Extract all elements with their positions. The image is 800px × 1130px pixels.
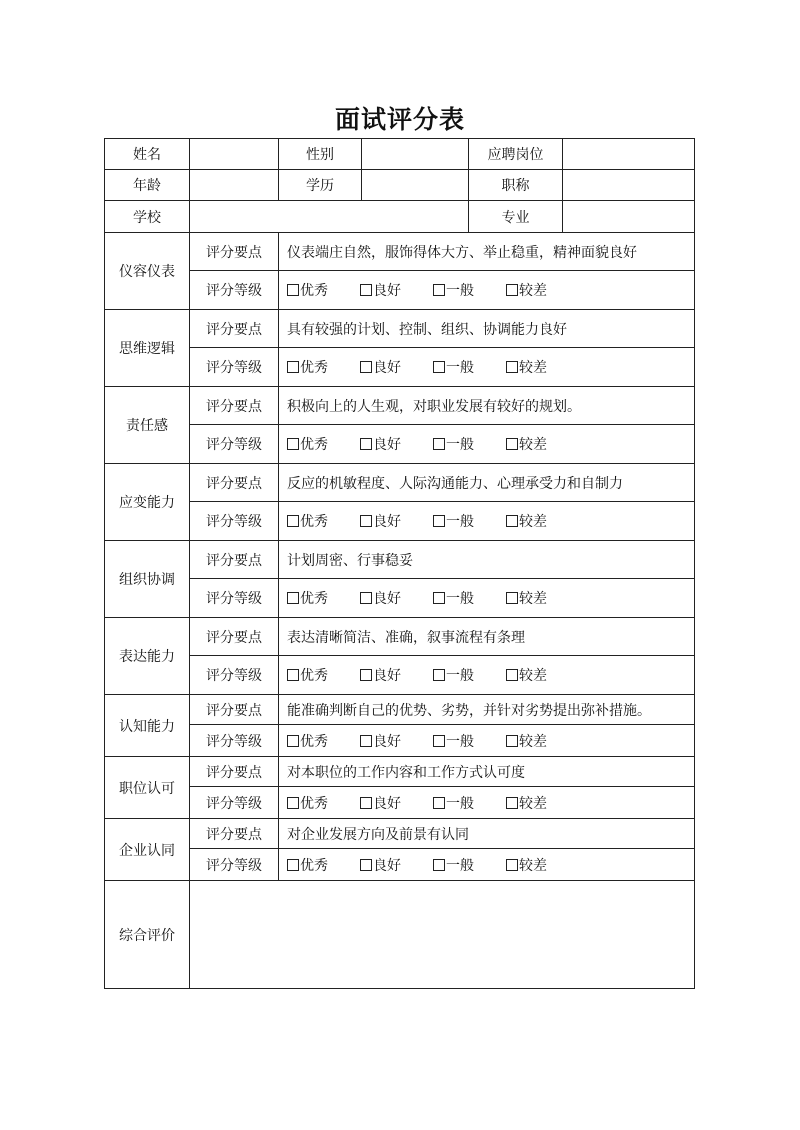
summary-row <box>105 881 695 989</box>
grade-options <box>279 502 695 541</box>
grade-option[interactable] <box>433 357 506 377</box>
checkbox-icon[interactable] <box>287 361 299 373</box>
grade-option-label: 优秀 <box>300 733 328 750</box>
grade-option-label: 较差 <box>519 668 547 684</box>
criterion-points-row <box>105 541 695 579</box>
points-label: 评分要点 <box>190 618 279 656</box>
criterion-point: 计划周密、行事稳妥 <box>279 541 695 579</box>
grade-option-label: 一般 <box>446 360 474 376</box>
checkbox-icon[interactable] <box>433 797 445 809</box>
checkbox-icon[interactable] <box>506 515 518 527</box>
criterion-point: 表达清晰简洁、准确，叙事流程有条理 <box>279 618 695 656</box>
criterion-point: 具有较强的计划、控制、组织、协调能力良好 <box>279 310 695 348</box>
grade-label: 评分等级 <box>190 849 279 881</box>
grade-option[interactable] <box>506 588 579 608</box>
checkbox-icon[interactable] <box>506 284 518 296</box>
grade-option[interactable] <box>287 434 360 454</box>
checkbox-icon[interactable] <box>360 735 372 747</box>
checkbox-icon[interactable] <box>287 669 299 681</box>
grade-options <box>279 725 695 757</box>
criterion-grade-row <box>105 425 695 464</box>
grade-option[interactable] <box>433 511 506 531</box>
criterion-point: 对企业发展方向及前景有认同 <box>279 819 695 849</box>
grade-option-label: 优秀 <box>300 360 328 376</box>
grade-option-label: 一般 <box>446 437 474 453</box>
summary-label: 综合评价 <box>105 881 190 989</box>
grade-option-label: 一般 <box>446 514 474 530</box>
checkbox-icon[interactable] <box>506 735 518 747</box>
grade-option-label: 优秀 <box>300 283 328 299</box>
age-field[interactable] <box>190 170 279 201</box>
grade-option-label: 一般 <box>446 795 474 812</box>
points-label: 评分要点 <box>190 541 279 579</box>
grade-option[interactable] <box>433 588 506 608</box>
criterion-grade-row <box>105 271 695 310</box>
position-label: 应聘岗位 <box>469 139 563 170</box>
checkbox-icon[interactable] <box>287 438 299 450</box>
grade-option-label: 较差 <box>519 857 547 874</box>
criterion-name: 仪容仪表 <box>105 233 190 310</box>
grade-label: 评分等级 <box>190 502 279 541</box>
checkbox-icon[interactable] <box>433 284 445 296</box>
criterion-point: 对本职位的工作内容和工作方式认可度 <box>279 757 695 787</box>
grade-option-label: 较差 <box>519 283 547 299</box>
checkbox-icon[interactable] <box>360 515 372 527</box>
page-title: 面试评分表 <box>334 105 465 134</box>
checkbox-icon[interactable] <box>360 284 372 296</box>
checkbox-icon[interactable] <box>287 515 299 527</box>
points-label: 评分要点 <box>190 464 279 502</box>
grade-option[interactable] <box>433 793 506 813</box>
age-label: 年龄 <box>105 170 190 201</box>
checkbox-icon[interactable] <box>433 361 445 373</box>
grade-option-label: 优秀 <box>300 668 328 684</box>
grade-option[interactable] <box>506 434 579 454</box>
grade-option-label: 良好 <box>373 795 401 812</box>
grade-option[interactable] <box>506 793 579 813</box>
criterion-name: 企业认同 <box>105 819 190 881</box>
position-field[interactable] <box>563 139 695 170</box>
grade-option[interactable] <box>506 511 579 531</box>
grade-option-label: 良好 <box>373 857 401 874</box>
grade-option[interactable] <box>287 855 360 875</box>
criterion-point: 能准确判断自己的优势、劣势，并针对劣势提出弥补措施。 <box>279 695 695 725</box>
criterion-points-row <box>105 757 695 787</box>
grade-option[interactable] <box>360 855 433 875</box>
education-label: 学历 <box>279 170 362 201</box>
grade-option-label: 一般 <box>446 668 474 684</box>
school-label: 学校 <box>105 201 190 233</box>
grade-options <box>279 579 695 618</box>
grade-option-label: 良好 <box>373 283 401 299</box>
grade-label: 评分等级 <box>190 425 279 464</box>
checkbox-icon[interactable] <box>287 735 299 747</box>
criterion-name: 职位认可 <box>105 757 190 819</box>
grade-option[interactable] <box>360 357 433 377</box>
grade-option-label: 优秀 <box>300 795 328 812</box>
criterion-grade-row <box>105 849 695 881</box>
grade-options <box>279 849 695 881</box>
grade-option[interactable] <box>360 511 433 531</box>
grade-option-label: 较差 <box>519 591 547 607</box>
criterion-name: 组织协调 <box>105 541 190 618</box>
criterion-point: 仪表端庄自然，服饰得体大方、举止稳重，精神面貌良好 <box>279 233 695 271</box>
checkbox-icon[interactable] <box>433 859 445 871</box>
grade-options <box>279 348 695 387</box>
grade-options <box>279 271 695 310</box>
checkbox-icon[interactable] <box>287 859 299 871</box>
grade-option[interactable] <box>506 357 579 377</box>
checkbox-icon[interactable] <box>506 438 518 450</box>
grade-option-label: 良好 <box>373 733 401 750</box>
grade-option[interactable] <box>287 588 360 608</box>
grade-option[interactable] <box>360 793 433 813</box>
summary-field[interactable] <box>190 881 695 989</box>
criterion-name: 思维逻辑 <box>105 310 190 387</box>
criterion-grade-row <box>105 787 695 819</box>
criterion-grade-row <box>105 348 695 387</box>
major-label: 专业 <box>469 201 563 233</box>
checkbox-icon[interactable] <box>506 669 518 681</box>
grade-option-label: 优秀 <box>300 514 328 530</box>
points-label: 评分要点 <box>190 695 279 725</box>
criterion-grade-row <box>105 656 695 695</box>
title-field[interactable] <box>563 170 695 201</box>
score-table <box>104 138 695 989</box>
checkbox-icon[interactable] <box>360 669 372 681</box>
grade-option[interactable] <box>433 434 506 454</box>
grade-option-label: 较差 <box>519 360 547 376</box>
grade-label: 评分等级 <box>190 725 279 757</box>
criterion-grade-row <box>105 725 695 757</box>
grade-option[interactable] <box>360 731 433 751</box>
grade-option[interactable] <box>360 588 433 608</box>
grade-option-label: 良好 <box>373 668 401 684</box>
criterion-point: 积极向上的人生观，对职业发展有较好的规划。 <box>279 387 695 425</box>
criterion-points-row <box>105 618 695 656</box>
criterion-points-row <box>105 387 695 425</box>
checkbox-icon[interactable] <box>433 592 445 604</box>
criterion-point: 反应的机敏程度、人际沟通能力、心理承受力和自制力 <box>279 464 695 502</box>
grade-option-label: 良好 <box>373 591 401 607</box>
grade-option[interactable] <box>360 434 433 454</box>
checkbox-icon[interactable] <box>506 361 518 373</box>
grade-option-label: 较差 <box>519 795 547 812</box>
points-label: 评分要点 <box>190 387 279 425</box>
checkbox-icon[interactable] <box>506 797 518 809</box>
name-label: 姓名 <box>105 139 190 170</box>
grade-option[interactable] <box>433 855 506 875</box>
criterion-points-row <box>105 310 695 348</box>
grade-option-label: 一般 <box>446 283 474 299</box>
points-label: 评分要点 <box>190 819 279 849</box>
gender-field[interactable] <box>362 139 469 170</box>
grade-option[interactable] <box>433 665 506 685</box>
grade-options <box>279 656 695 695</box>
criterion-points-row <box>105 233 695 271</box>
grade-option-label: 一般 <box>446 591 474 607</box>
grade-label: 评分等级 <box>190 787 279 819</box>
grade-option-label: 优秀 <box>300 591 328 607</box>
checkbox-icon[interactable] <box>360 438 372 450</box>
checkbox-icon[interactable] <box>360 361 372 373</box>
grade-label: 评分等级 <box>190 656 279 695</box>
grade-option-label: 较差 <box>519 514 547 530</box>
grade-option-label: 良好 <box>373 437 401 453</box>
school-field[interactable] <box>190 201 469 233</box>
grade-options <box>279 425 695 464</box>
grade-option[interactable] <box>433 731 506 751</box>
grade-label: 评分等级 <box>190 271 279 310</box>
grade-option[interactable] <box>287 731 360 751</box>
grade-option-label: 一般 <box>446 733 474 750</box>
grade-options <box>279 787 695 819</box>
grade-option[interactable] <box>360 280 433 300</box>
info-row-1 <box>105 139 695 170</box>
criterion-points-row <box>105 819 695 849</box>
checkbox-icon[interactable] <box>287 797 299 809</box>
name-field[interactable] <box>190 139 279 170</box>
criterion-name: 应变能力 <box>105 464 190 541</box>
grade-option-label: 一般 <box>446 857 474 874</box>
grade-option[interactable] <box>287 793 360 813</box>
checkbox-icon[interactable] <box>433 438 445 450</box>
criterion-name: 表达能力 <box>105 618 190 695</box>
criterion-points-row <box>105 695 695 725</box>
education-field[interactable] <box>362 170 469 201</box>
grade-label: 评分等级 <box>190 348 279 387</box>
points-label: 评分要点 <box>190 310 279 348</box>
grade-option[interactable] <box>433 280 506 300</box>
checkbox-icon[interactable] <box>433 669 445 681</box>
checkbox-icon[interactable] <box>360 592 372 604</box>
checkbox-icon[interactable] <box>433 515 445 527</box>
checkbox-icon[interactable] <box>360 859 372 871</box>
grade-label: 评分等级 <box>190 579 279 618</box>
grade-option-label: 较差 <box>519 437 547 453</box>
grade-option-label: 良好 <box>373 360 401 376</box>
grade-option[interactable] <box>506 731 579 751</box>
checkbox-icon[interactable] <box>287 592 299 604</box>
grade-option-label: 优秀 <box>300 857 328 874</box>
criterion-name: 认知能力 <box>105 695 190 757</box>
grade-option[interactable] <box>506 280 579 300</box>
points-label: 评分要点 <box>190 233 279 271</box>
grade-option-label: 较差 <box>519 733 547 750</box>
title-label: 职称 <box>469 170 563 201</box>
grade-option-label: 优秀 <box>300 437 328 453</box>
checkbox-icon[interactable] <box>433 735 445 747</box>
info-row-3 <box>105 201 695 233</box>
criterion-name: 责任感 <box>105 387 190 464</box>
grade-option[interactable] <box>506 855 579 875</box>
gender-label: 性别 <box>279 139 362 170</box>
grade-option[interactable] <box>287 665 360 685</box>
checkbox-icon[interactable] <box>287 284 299 296</box>
grade-option[interactable] <box>287 280 360 300</box>
checkbox-icon[interactable] <box>506 592 518 604</box>
criterion-points-row <box>105 464 695 502</box>
grade-option[interactable] <box>360 665 433 685</box>
points-label: 评分要点 <box>190 757 279 787</box>
criterion-grade-row <box>105 579 695 618</box>
grade-option-label: 良好 <box>373 514 401 530</box>
grade-option[interactable] <box>287 357 360 377</box>
checkbox-icon[interactable] <box>506 859 518 871</box>
grade-option[interactable] <box>287 511 360 531</box>
grade-option[interactable] <box>506 665 579 685</box>
criterion-grade-row <box>105 502 695 541</box>
checkbox-icon[interactable] <box>360 797 372 809</box>
major-field[interactable] <box>563 201 695 233</box>
info-row-2 <box>105 170 695 201</box>
